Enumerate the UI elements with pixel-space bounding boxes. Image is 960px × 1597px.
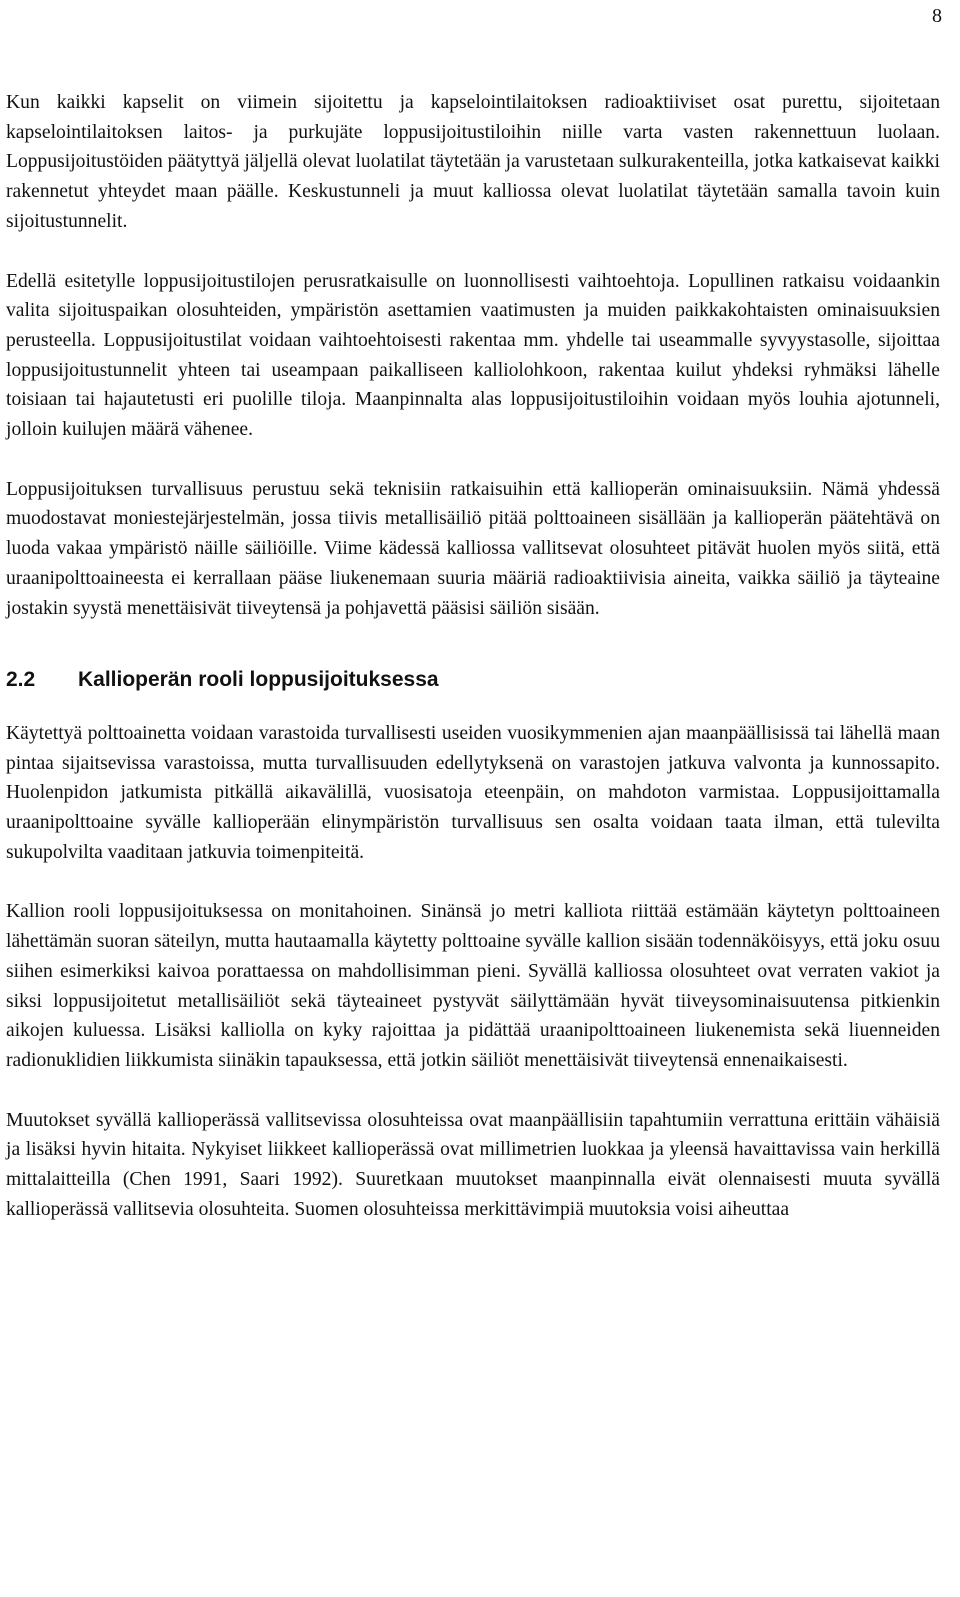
paragraph-safety: Loppusijoituksen turvallisuus perustuu sekä teknisiin ratkaisuihin että kallioperän ominaisuuksiin. Nämä yhdessä muodostavat moniestejärjestelmän, jossa tiivis metallisäiliö pitää polttoaineen sisällään ja kallioperän päätehtävä on luoda vakaa ympäristö näille säiliöille. Viime kädessä kalliossa vallitsevat olosuhteet pitävät huolen myös siitä, että uraanipolttoaineesta ei kerrallaan pääse liukenemaan suuria määriä radioaktiivisia aineita, vaikka säiliö ja täyteaine jostakin syystä menettäisivät tiiveytensä ja pohjavettä pääsisi säiliön sisään. bbox=[6, 478, 940, 619]
section-heading bbox=[6, 665, 940, 695]
section-title: Kallioperän rooli loppusijoituksessa bbox=[78, 668, 439, 692]
page-content bbox=[6, 88, 940, 1225]
paragraph-storage: Käytettyä polttoainetta voidaan varastoida turvallisesti useiden vuosikymmenien ajan maanpäällisissä tai lähellä maan pintaa sijaitsevissa varastoissa, mutta turvallisuuden edellytyksenä on varastojen jatkuva valvonta ja kunnossapito. Huolenpidon jatkumista pitkällä aikavälillä, vuosisatoja eteenpäin, on mahdoton varmistaa. Loppusijoittamalla uraanipolttoaine syvälle kallioperään elinympäristön turvallisuus sen osalta voidaan taata ilman, että tulevilta sukupolvilta vaaditaan jatkuvia toimenpiteitä. bbox=[6, 722, 940, 863]
paragraph-changes: Muutokset syvällä kallioperässä vallitsevissa olosuhteissa ovat maanpäällisiin tapahtumiin verrattuna erittäin vähäisiä ja lisäksi hyvin hitaita. Nykyiset liikkeet kallioperässä ovat millimetrien luokkaa ja yleensä havaittavissa vain herkillä mittalaitteilla (Chen 1991, Saari 1992). Suuretkaan muutokset maanpinnalla eivät olennaisesti muuta syvällä kallioperässä vallitsevia olosuhteita. Suomen olosuhteissa merkittävimpiä muutoksia voisi aiheuttaa bbox=[6, 1109, 940, 1220]
paragraph-bedrock-role: Kallion rooli loppusijoituksessa on monitahoinen. Sinänsä jo metri kalliota riittää estämään käytetyn polttoaineen lähettämän suoran säteilyn, mutta hautaamalla käytetty polttoaine syvälle kallion sisään todennäköisyys, että joku osuu siihen esimerkiksi kaivoa porattaessa on mahdollisimman pieni. Syvällä kalliossa olosuhteet ovat verraten vakiot ja siksi loppusijoitetut metallisäiliöt sekä täyteaineet pystyvät säilyttämään hyvät tiiveysominaisuutensa pitkienkin aikojen kuluessa. Lisäksi kalliolla on kyky rajoittaa ja pidättää uraanipolttoaineen liukenemista sekä liuenneiden radionuklidien liikkumista siinäkin tapauksessa, että jotkin säiliöt menettäisivät tiiveytensä ennenaikaisesti. bbox=[6, 901, 940, 1071]
page-number: 8 bbox=[932, 5, 942, 27]
section-number: 2.2 bbox=[6, 668, 36, 692]
paragraph-alternatives: Edellä esitetylle loppusijoitustilojen perusratkaisulle on luonnollisesti vaihtoehtoja. Lopullinen ratkaisu voidaankin valita sijoituspaikan olosuhteiden, ympäristön asettamien vaatimusten ja muiden paikkakohtaisten ominaisuuksien perusteella. Loppusijoitustilat voidaan vaihtoehtoisesti rakentaa mm. yhdelle tai useammalle syvyystasolle, sijoittaa loppusijoitustunnelit yhteen tai useampaan paikalliseen kalliolohkoon, rakentaa kuilut yhdeksi ryhmäksi lähelle toisiaan tai hajautetusti eri puolille tiloja. Maanpinnalta alas loppusijoitustiloihin voidaan myös louhia ajotunneli, jolloin kuilujen määrä vähenee. bbox=[6, 270, 940, 441]
paragraph-closure: Kun kaikki kapselit on viimein sijoitettu ja kapselointilaitoksen radioaktiiviset osat purettu, sijoitetaan kapselointilaitoksen laitos- ja purkujäte loppusijoitustiloihin niille varta vasten rakennettuun luolaan. Loppusijoitustöiden päätyttyä jäljellä olevat luolatilat täytetään ja varustetaan sulkurakenteilla, jotka katkaisevat kaikki rakennetut yhteydet maan päälle. Keskustunneli ja muut kalliossa olevat luolatilat täytetään samalla tavoin kuin sijoitustunnelit. bbox=[6, 92, 940, 232]
